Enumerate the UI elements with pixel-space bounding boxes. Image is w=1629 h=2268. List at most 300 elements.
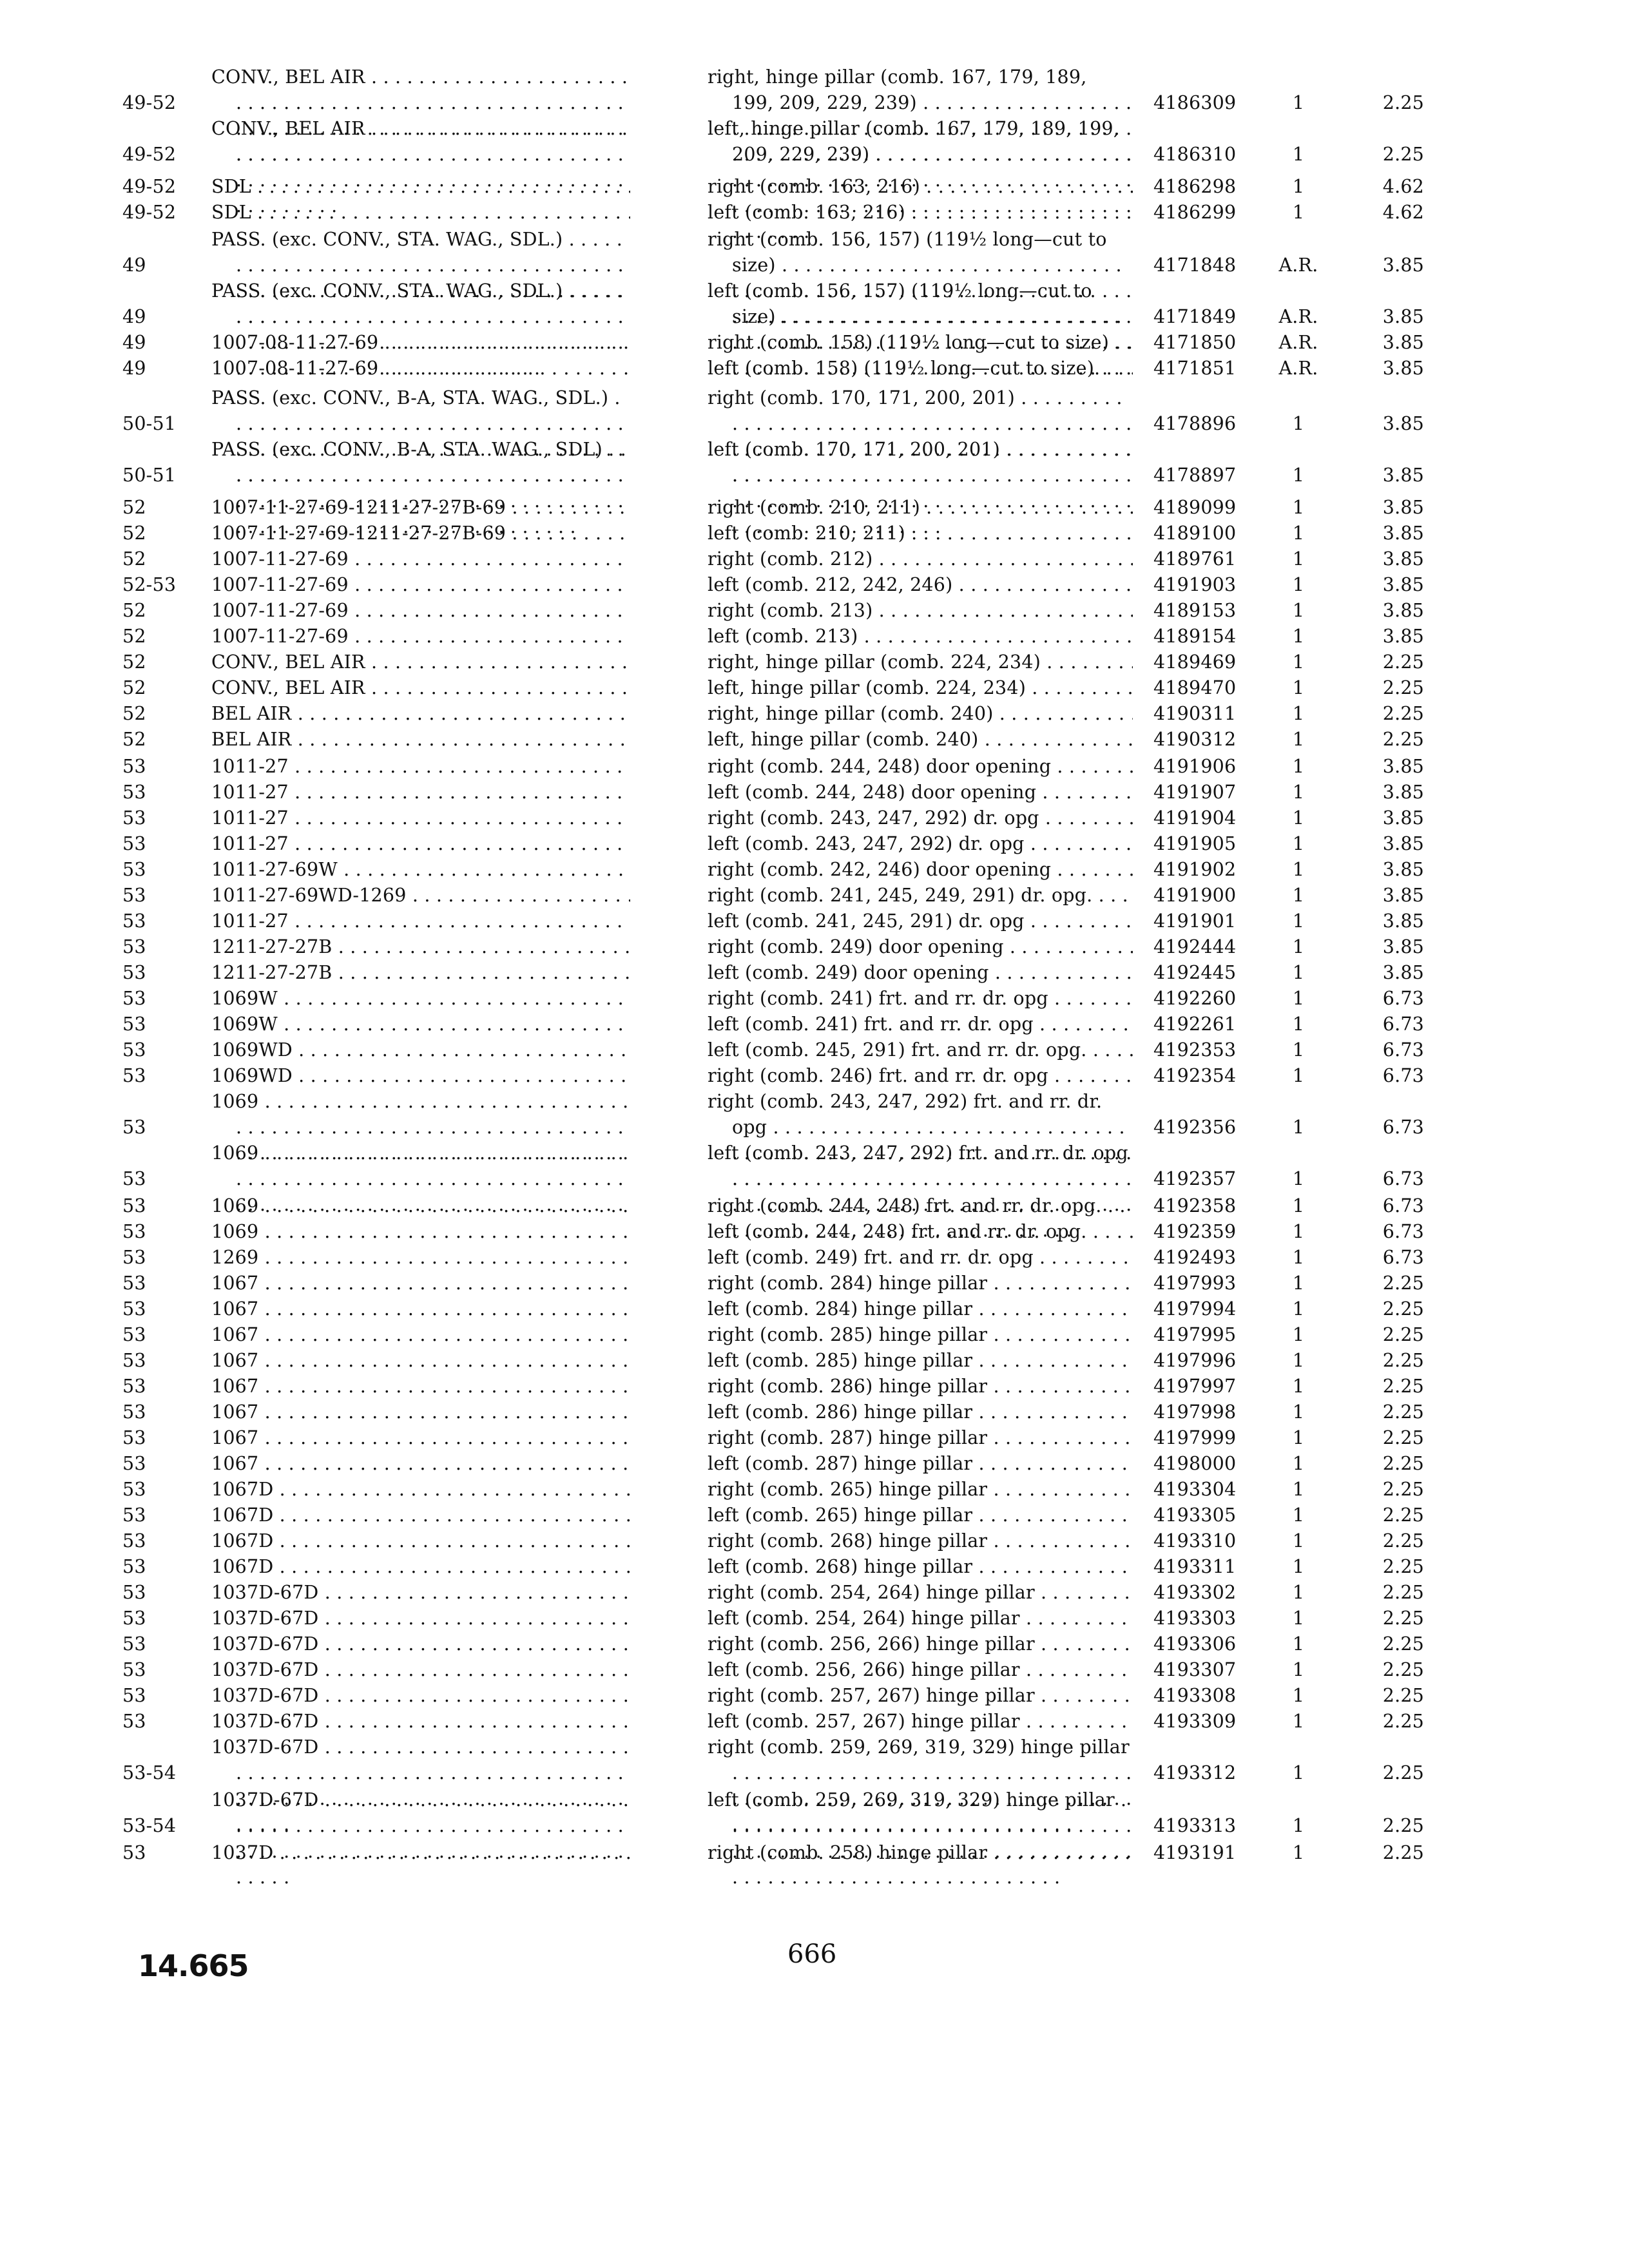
part-number: 4192354	[1153, 1065, 1237, 1086]
list-price: 2.25	[1382, 1324, 1424, 1345]
list-price: 3.85	[1382, 465, 1424, 486]
quantity: 1	[1292, 1221, 1305, 1242]
list-price: 2.25	[1382, 1298, 1424, 1320]
quantity: 1	[1292, 1376, 1305, 1397]
model-year: 53	[122, 1659, 146, 1680]
quantity: 1	[1292, 807, 1305, 829]
list-price: 2.25	[1382, 1582, 1424, 1603]
part-number: 4192358	[1153, 1195, 1237, 1216]
part-number: 4198000	[1153, 1453, 1237, 1474]
model-year: 53	[122, 1065, 146, 1086]
part-number: 4197997	[1153, 1376, 1237, 1397]
body-model: 1037D-67D . . .	[211, 1580, 630, 1606]
quantity: 1	[1292, 859, 1305, 880]
quantity: 1	[1292, 1065, 1305, 1086]
part-description: right (comb. 287) hinge pillar . . .	[708, 1425, 1133, 1451]
part-description: left (comb. 243, 247, 292) dr. opg . . .	[708, 831, 1133, 857]
part-description: right (comb. 243, 247, 292) frt. and rr. dr. opg . . .	[708, 1089, 1133, 1192]
model-year: 49-52	[122, 92, 177, 113]
quantity: 1	[1292, 1247, 1305, 1268]
body-model: 1011-27 . . .	[211, 780, 630, 805]
part-number: 4189153	[1153, 600, 1237, 621]
model-year: 53	[122, 1376, 146, 1397]
body-model: 1007-08-11-27-69 . . .	[211, 356, 630, 381]
part-number: 4192444	[1153, 936, 1237, 957]
part-number: 4192261	[1153, 1014, 1237, 1035]
quantity: 1	[1292, 1168, 1305, 1189]
part-description: left (comb. 243, 247, 292) frt. and rr. dr. opg . . .	[708, 1140, 1133, 1244]
list-price: 3.85	[1382, 600, 1424, 621]
quantity: 1	[1292, 1039, 1305, 1061]
part-number: 4186299	[1153, 202, 1237, 223]
model-year: 53	[122, 859, 146, 880]
body-model: PASS. (exc. CONV., B-A, STA. WAG., SDL) . . .	[211, 437, 630, 540]
model-year: 53-54	[122, 1762, 177, 1783]
part-description: left (comb. 249) frt. and rr. dr. opg . . .	[708, 1245, 1133, 1271]
list-price: 4.62	[1382, 176, 1424, 197]
body-model: BEL AIR . . .	[211, 727, 630, 753]
body-model: 1067 . . .	[211, 1451, 630, 1477]
quantity: 1	[1292, 92, 1305, 113]
part-number: 4191904	[1153, 807, 1237, 829]
quantity: 1	[1292, 1608, 1305, 1629]
part-number: 4171849	[1153, 306, 1237, 327]
list-price: 2.25	[1382, 1453, 1424, 1474]
part-number: 4193302	[1153, 1582, 1237, 1603]
quantity: A.R.	[1278, 358, 1318, 379]
model-year: 53	[122, 1247, 146, 1268]
quantity: 1	[1292, 677, 1305, 698]
quantity: 1	[1292, 1556, 1305, 1577]
list-price: 2.25	[1382, 1376, 1424, 1397]
quantity: 1	[1292, 1427, 1305, 1448]
part-description: right, hinge pillar (comb. 224, 234) . . .	[708, 649, 1133, 675]
list-price: 2.25	[1382, 677, 1424, 698]
list-price: 2.25	[1382, 703, 1424, 724]
model-year: 49-52	[122, 202, 177, 223]
list-price: 3.85	[1382, 523, 1424, 544]
quantity: 1	[1292, 910, 1305, 932]
body-model: 1067D . . .	[211, 1528, 630, 1554]
model-year: 53	[122, 988, 146, 1009]
part-number: 4171850	[1153, 332, 1237, 353]
model-year: 53	[122, 782, 146, 803]
body-model: CONV., BEL AIR . . .	[211, 116, 630, 219]
part-description: right (comb. 241) frt. and rr. dr. opg . . .	[708, 986, 1133, 1012]
body-model: PASS. (exc. CONV., STA. WAG., SDL.) . . .	[211, 227, 630, 330]
list-price: 3.85	[1382, 782, 1424, 803]
part-number: 4193313	[1153, 1815, 1237, 1836]
part-number: 4197993	[1153, 1273, 1237, 1294]
quantity: 1	[1292, 1815, 1305, 1836]
part-number: 4189154	[1153, 626, 1237, 647]
quantity: 1	[1292, 729, 1305, 750]
model-year: 53	[122, 1530, 146, 1552]
model-year: 52	[122, 677, 146, 698]
list-price: 3.85	[1382, 306, 1424, 327]
model-year: 52	[122, 600, 146, 621]
part-description: right (comb. 163, 216) . . .	[708, 174, 1133, 200]
quantity: 1	[1292, 1324, 1305, 1345]
quantity: 1	[1292, 144, 1305, 165]
body-model: 1037D-67D . . .	[211, 1787, 630, 1890]
part-description: left, hinge pillar (comb. 224, 234) . . .	[708, 675, 1133, 701]
quantity: 1	[1292, 626, 1305, 647]
list-price: 2.25	[1382, 1504, 1424, 1526]
part-description: left, hinge pillar (comb. 167, 179, 189, 199, 209, 229, 239) . . .	[708, 116, 1133, 245]
quantity: 1	[1292, 1685, 1305, 1706]
model-year: 53	[122, 1608, 146, 1629]
list-price: 6.73	[1382, 1195, 1424, 1216]
part-description: right (comb. 244, 248) frt. and rr. dr. opg. . . .	[708, 1193, 1133, 1219]
part-description: right (comb. 244, 248) door opening . . .	[708, 754, 1133, 780]
model-year: 49-52	[122, 176, 177, 197]
model-year: 52-53	[122, 574, 177, 595]
part-description: right (comb. 156, 157) (119½ long—cut to size) . . .	[708, 227, 1133, 330]
model-year: 53	[122, 1633, 146, 1655]
body-model: 1011-27-69W . . .	[211, 857, 630, 883]
body-model: 1069W . . .	[211, 1012, 630, 1037]
part-description: left (comb. 213) . . .	[708, 624, 1133, 649]
quantity: 1	[1292, 1711, 1305, 1732]
body-model: 1067D . . .	[211, 1503, 630, 1528]
body-model: 1011-27 . . .	[211, 805, 630, 831]
part-number: 4197994	[1153, 1298, 1237, 1320]
part-description: right (comb. 210, 211) . . .	[708, 495, 1133, 521]
part-description: left (comb. 212, 242, 246) . . .	[708, 572, 1133, 598]
part-number: 4186310	[1153, 144, 1237, 165]
model-year: 53	[122, 1039, 146, 1061]
model-year: 53	[122, 1556, 146, 1577]
part-description: right (comb. 254, 264) hinge pillar . . .	[708, 1580, 1133, 1606]
body-model: 1067 . . .	[211, 1322, 630, 1348]
body-model: 1067 . . .	[211, 1296, 630, 1322]
model-year: 53	[122, 1582, 146, 1603]
part-description: right (comb. 158) (119½ long—cut to size) . . .	[708, 330, 1133, 356]
part-number: 4192445	[1153, 962, 1237, 983]
part-number: 4193309	[1153, 1711, 1237, 1732]
model-year: 53	[122, 1711, 146, 1732]
body-model: 1211-27-27B . . .	[211, 934, 630, 960]
part-number: 4197999	[1153, 1427, 1237, 1448]
body-model: 1007-11-27-69 . . .	[211, 546, 630, 572]
list-price: 2.25	[1382, 1815, 1424, 1836]
part-description: right (comb. 243, 247, 292) dr. opg . . .	[708, 805, 1133, 831]
body-model: 1069 . . .	[211, 1193, 630, 1219]
list-price: 2.25	[1382, 1762, 1424, 1783]
quantity: 1	[1292, 936, 1305, 957]
part-number: 4193308	[1153, 1685, 1237, 1706]
list-price: 6.73	[1382, 1014, 1424, 1035]
part-description: left (comb. 287) hinge pillar . . .	[708, 1451, 1133, 1477]
body-model: 1067 . . .	[211, 1425, 630, 1451]
list-price: 2.25	[1382, 92, 1424, 113]
list-price: 6.73	[1382, 1168, 1424, 1189]
part-number: 4193305	[1153, 1504, 1237, 1526]
quantity: 1	[1292, 1273, 1305, 1294]
model-year: 53	[122, 807, 146, 829]
part-number: 4171848	[1153, 255, 1237, 276]
part-description: left (comb. 257, 267) hinge pillar . . .	[708, 1709, 1133, 1735]
body-model: CONV., BEL AIR . . .	[211, 64, 630, 168]
body-model: BEL AIR . . .	[211, 701, 630, 727]
body-model: 1067 . . .	[211, 1271, 630, 1296]
part-number: 4192353	[1153, 1039, 1237, 1061]
part-number: 4178897	[1153, 465, 1237, 486]
model-year: 52	[122, 497, 146, 518]
part-number: 4193304	[1153, 1479, 1237, 1500]
quantity: 1	[1292, 1479, 1305, 1500]
quantity: 1	[1292, 176, 1305, 197]
list-price: 2.25	[1382, 1350, 1424, 1371]
list-price: 2.25	[1382, 1711, 1424, 1732]
list-price: 3.85	[1382, 413, 1424, 434]
quantity: 1	[1292, 548, 1305, 570]
list-price: 6.73	[1382, 1247, 1424, 1268]
part-description: left, hinge pillar (comb. 240) . . .	[708, 727, 1133, 753]
body-model: 1211-27-27B . . .	[211, 960, 630, 986]
body-model: CONV., BEL AIR . . .	[211, 649, 630, 675]
model-year: 49	[122, 332, 146, 353]
body-model: SDL . . .	[211, 200, 630, 226]
model-year: 53	[122, 833, 146, 854]
part-number: 4191901	[1153, 910, 1237, 932]
list-price: 2.25	[1382, 1530, 1424, 1552]
list-price: 2.25	[1382, 1427, 1424, 1448]
list-price: 3.85	[1382, 574, 1424, 595]
model-year: 53	[122, 1453, 146, 1474]
model-year: 53	[122, 1401, 146, 1423]
model-year: 49-52	[122, 144, 177, 165]
body-model: 1007-11-27-69-1211-27-27B-69 . . .	[211, 521, 630, 546]
model-year: 53	[122, 1350, 146, 1371]
list-price: 3.85	[1382, 358, 1424, 379]
part-description: right (comb. 212) . . .	[708, 546, 1133, 572]
body-model: 1007-11-27-69 . . .	[211, 598, 630, 624]
body-model: 1067 . . .	[211, 1348, 630, 1374]
model-year: 53	[122, 885, 146, 906]
quantity: 1	[1292, 962, 1305, 983]
quantity: 1	[1292, 574, 1305, 595]
list-price: 3.85	[1382, 332, 1424, 353]
part-description: left (comb. 156, 157) (119½ long—cut to size) . . .	[708, 278, 1133, 381]
part-description: right (comb. 258) hinge pillar . . .	[708, 1840, 1133, 1866]
part-number: 4186298	[1153, 176, 1237, 197]
quantity: 1	[1292, 1633, 1305, 1655]
part-number: 4193312	[1153, 1762, 1237, 1783]
quantity: 1	[1292, 600, 1305, 621]
part-number: 4193306	[1153, 1633, 1237, 1655]
body-model: 1037D-67D . . .	[211, 1657, 630, 1683]
list-price: 3.85	[1382, 859, 1424, 880]
model-year: 53	[122, 1117, 146, 1138]
quantity: 1	[1292, 756, 1305, 777]
part-number: 4192359	[1153, 1221, 1237, 1242]
part-number: 4193311	[1153, 1556, 1237, 1577]
list-price: 3.85	[1382, 885, 1424, 906]
list-price: 2.25	[1382, 1659, 1424, 1680]
part-description: right (comb. 257, 267) hinge pillar . . .	[708, 1683, 1133, 1709]
list-price: 2.25	[1382, 651, 1424, 673]
model-year: 53	[122, 1427, 146, 1448]
part-number: 4189761	[1153, 548, 1237, 570]
part-description: left (comb. 286) hinge pillar . . .	[708, 1399, 1133, 1425]
part-description: right (comb. 241, 245, 249, 291) dr. opg. . . .	[708, 883, 1133, 908]
quantity: 1	[1292, 1401, 1305, 1423]
page-number: 666	[787, 1939, 837, 1969]
list-price: 2.25	[1382, 1633, 1424, 1655]
model-year: 53	[122, 1014, 146, 1035]
part-description: right (comb. 268) hinge pillar . . .	[708, 1528, 1133, 1554]
model-year: 53-54	[122, 1815, 177, 1836]
body-model: 1011-27-69WD-1269 . . .	[211, 883, 630, 908]
part-number: 4192356	[1153, 1117, 1237, 1138]
part-description: left (comb. 241) frt. and rr. dr. opg . . .	[708, 1012, 1133, 1037]
part-description: left (comb. 254, 264) hinge pillar . . .	[708, 1606, 1133, 1631]
part-description: left (comb. 285) hinge pillar . . .	[708, 1348, 1133, 1374]
body-model: PASS. (exc. CONV., B-A, STA. WAG., SDL.) . . .	[211, 385, 630, 488]
body-model: 1067 . . .	[211, 1399, 630, 1425]
model-year: 53	[122, 936, 146, 957]
body-model: 1067 . . .	[211, 1374, 630, 1399]
quantity: 1	[1292, 413, 1305, 434]
list-price: 3.85	[1382, 255, 1424, 276]
list-price: 2.25	[1382, 1479, 1424, 1500]
part-number: 4186309	[1153, 92, 1237, 113]
body-model: 1069WD . . .	[211, 1063, 630, 1089]
model-year: 49	[122, 306, 146, 327]
model-year: 53	[122, 1273, 146, 1294]
part-description: right (comb. 286) hinge pillar . . .	[708, 1374, 1133, 1399]
quantity: 1	[1292, 651, 1305, 673]
part-number: 4197996	[1153, 1350, 1237, 1371]
model-year: 53	[122, 1504, 146, 1526]
quantity: 1	[1292, 833, 1305, 854]
quantity: 1	[1292, 1762, 1305, 1783]
body-model: 1067D . . .	[211, 1554, 630, 1580]
body-model: 1037D-67D . . .	[211, 1735, 630, 1838]
list-price: 3.85	[1382, 756, 1424, 777]
list-price: 6.73	[1382, 988, 1424, 1009]
part-description: left (comb. 158) (119½ long—cut to size). . . .	[708, 356, 1133, 381]
quantity: 1	[1292, 1298, 1305, 1320]
model-year: 52	[122, 626, 146, 647]
quantity: A.R.	[1278, 332, 1318, 353]
body-model: 1069WD . . .	[211, 1037, 630, 1063]
quantity: 1	[1292, 703, 1305, 724]
part-description: right (comb. 265) hinge pillar . . .	[708, 1477, 1133, 1503]
model-year: 53	[122, 962, 146, 983]
list-price: 2.25	[1382, 1842, 1424, 1863]
model-year: 53	[122, 1221, 146, 1242]
part-description: left (comb. 244, 248) frt. and rr. dr. opg. . . .	[708, 1219, 1133, 1245]
part-number: 4192493	[1153, 1247, 1237, 1268]
part-number: 4189470	[1153, 677, 1237, 698]
model-year: 52	[122, 729, 146, 750]
body-model: 1069 . . .	[211, 1140, 630, 1218]
body-model: 1069 . . .	[211, 1089, 630, 1166]
part-description: left (comb. 210, 211) . . .	[708, 521, 1133, 546]
model-year: 53	[122, 756, 146, 777]
model-year: 50-51	[122, 413, 177, 434]
part-description: left (comb. 241, 245, 291) dr. opg . . .	[708, 908, 1133, 934]
part-number: 4193310	[1153, 1530, 1237, 1552]
body-model: 1037D-67D . . .	[211, 1631, 630, 1657]
part-number: 4191900	[1153, 885, 1237, 906]
part-description: right (comb. 246) frt. and rr. dr. opg . . .	[708, 1063, 1133, 1089]
model-year: 53	[122, 1298, 146, 1320]
part-description: right (comb. 256, 266) hinge pillar . . .	[708, 1631, 1133, 1657]
body-model: 1011-27 . . .	[211, 754, 630, 780]
quantity: A.R.	[1278, 306, 1318, 327]
part-number: 4191907	[1153, 782, 1237, 803]
quantity: 1	[1292, 1195, 1305, 1216]
list-price: 4.62	[1382, 202, 1424, 223]
part-number: 4190311	[1153, 703, 1237, 724]
part-description: left (comb. 244, 248) door opening . . .	[708, 780, 1133, 805]
list-price: 3.85	[1382, 626, 1424, 647]
part-number: 4178896	[1153, 413, 1237, 434]
body-model: 1007-11-27-69-1211-27-27B-69 . . .	[211, 495, 630, 521]
list-price: 2.25	[1382, 144, 1424, 165]
list-price: 2.25	[1382, 1685, 1424, 1706]
quantity: 1	[1292, 1014, 1305, 1035]
model-year: 53	[122, 1324, 146, 1345]
quantity: 1	[1292, 1504, 1305, 1526]
quantity: 1	[1292, 988, 1305, 1009]
quantity: 1	[1292, 202, 1305, 223]
part-description: right (comb. 284) hinge pillar . . .	[708, 1271, 1133, 1296]
quantity: 1	[1292, 885, 1305, 906]
body-model: PASS. (exc. CONV., STA. WAG., SDL.) . . .	[211, 278, 630, 381]
part-description: left (comb. 265) hinge pillar . . .	[708, 1503, 1133, 1528]
list-price: 3.85	[1382, 497, 1424, 518]
model-year: 53	[122, 1195, 146, 1216]
body-model: 1037D-67D . . .	[211, 1683, 630, 1709]
quantity: 1	[1292, 1453, 1305, 1474]
quantity: 1	[1292, 465, 1305, 486]
model-year: 53	[122, 1842, 146, 1863]
list-price: 3.85	[1382, 910, 1424, 932]
model-year: 53	[122, 910, 146, 932]
part-number: 4189100	[1153, 523, 1237, 544]
part-description: left (comb. 170, 171, 200, 201) . . .	[708, 437, 1133, 540]
model-year: 52	[122, 703, 146, 724]
catalog-section-ref: 14.665	[138, 1948, 249, 1983]
body-model: 1011-27 . . .	[211, 831, 630, 857]
part-number: 4189099	[1153, 497, 1237, 518]
part-description: right (comb. 249) door opening . . .	[708, 934, 1133, 960]
list-price: 2.25	[1382, 1608, 1424, 1629]
part-description: left (comb. 284) hinge pillar . . .	[708, 1296, 1133, 1322]
part-description: left (comb. 163, 216) . . .	[708, 200, 1133, 226]
body-model: 1007-11-27-69 . . .	[211, 572, 630, 598]
model-year: 52	[122, 651, 146, 673]
part-number: 4191906	[1153, 756, 1237, 777]
body-model: 1037D-67D . . .	[211, 1709, 630, 1735]
part-number: 4197995	[1153, 1324, 1237, 1345]
part-number: 4192260	[1153, 988, 1237, 1009]
body-model: SDL . . .	[211, 174, 630, 200]
part-description: left (comb. 249) door opening . . .	[708, 960, 1133, 986]
model-year: 53	[122, 1685, 146, 1706]
body-model: 1269 . . .	[211, 1245, 630, 1271]
part-number: 4193303	[1153, 1608, 1237, 1629]
part-description: left (comb. 256, 266) hinge pillar . . .	[708, 1657, 1133, 1683]
model-year: 52	[122, 548, 146, 570]
part-number: 4193191	[1153, 1842, 1237, 1863]
body-model: 1037D . . .	[211, 1840, 630, 1866]
